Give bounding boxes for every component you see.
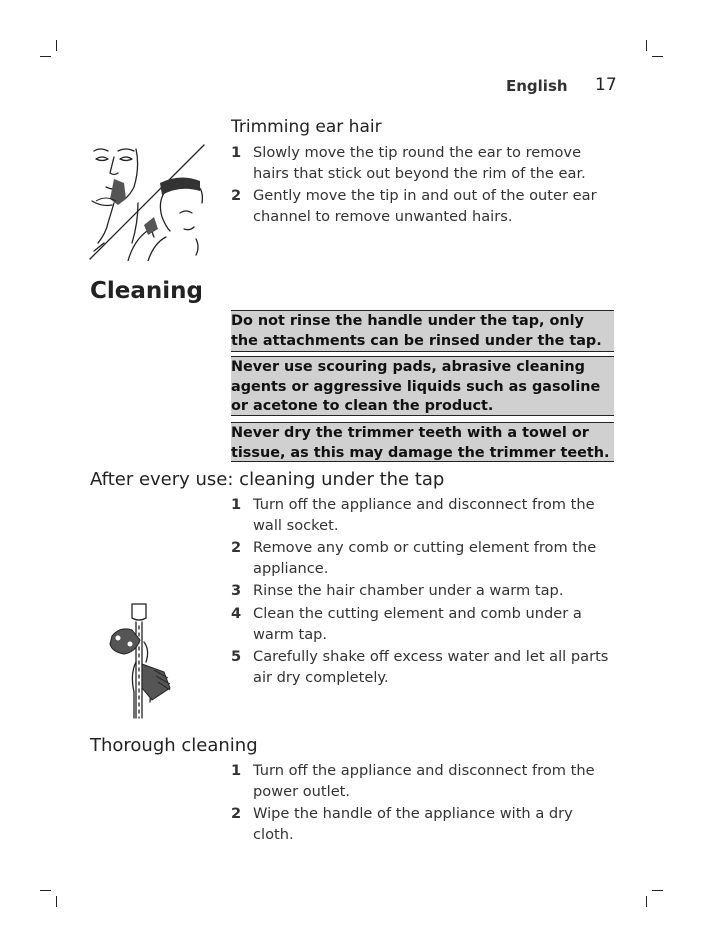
- header-language: English: [506, 77, 568, 95]
- thorough-cleaning-title: Thorough cleaning: [90, 735, 258, 756]
- crop-mark: [646, 896, 647, 907]
- crop-mark: [652, 56, 663, 57]
- thorough-steps-list: [231, 761, 616, 847]
- step-number: 3: [231, 582, 242, 600]
- step-number: 1: [231, 496, 242, 513]
- tap-rinsing-illustration: [106, 602, 176, 720]
- list-item: [231, 495, 616, 536]
- warning-box: Never dry the trimmer teeth with a towel or tissue, as this may damage the trimmer teeth.: [231, 422, 614, 462]
- list-item: [231, 581, 616, 602]
- step-number: 2: [231, 805, 242, 823]
- after-use-steps-list: [231, 495, 616, 690]
- crop-mark: [646, 40, 647, 51]
- warning-box: Do not rinse the handle under the tap, only the attachments can be rinsed under the tap.: [231, 310, 614, 352]
- step-text: Remove any comb or cutting element from the appliance.: [253, 539, 597, 577]
- after-use-title: After every use: cleaning under the tap: [90, 469, 445, 490]
- crop-mark: [40, 56, 51, 57]
- list-item: [231, 761, 616, 802]
- crop-mark: [56, 40, 57, 51]
- crop-mark: [652, 890, 663, 891]
- step-text: Turn off the appliance and disconnect from the power outlet.: [253, 762, 595, 800]
- step-text: Rinse the hair chamber under a warm tap.: [253, 582, 564, 600]
- ear-steps-list: [231, 143, 616, 229]
- list-item: [231, 143, 616, 184]
- list-item: [231, 647, 616, 688]
- crop-mark: [56, 896, 57, 907]
- step-number: 2: [231, 187, 242, 205]
- step-text: Slowly move the tip round the ear to remove hairs that stick out beyond the rim of the ear.: [253, 144, 586, 182]
- ear-section-title: Trimming ear hair: [231, 117, 382, 137]
- warning-box: Never use scouring pads, abrasive cleaning agents or aggressive liquids such as gasoline or acetone to clean the product.: [231, 356, 614, 416]
- crop-mark: [40, 890, 51, 891]
- step-text: Clean the cutting element and comb under a warm tap.: [253, 604, 582, 643]
- list-item: [231, 186, 616, 227]
- step-number: 1: [231, 144, 242, 161]
- step-number: 4: [231, 604, 242, 622]
- step-text: Wipe the handle of the appliance with a dry cloth.: [253, 805, 573, 843]
- list-item: [231, 538, 616, 579]
- cleaning-heading: Cleaning: [90, 278, 203, 304]
- ear-trimming-illustration: [88, 143, 206, 261]
- step-text: Gently move the tip in and out of the outer ear channel to remove unwanted hairs.: [253, 187, 597, 225]
- step-number: 5: [231, 648, 242, 666]
- step-text: Carefully shake off excess water and let all parts air dry completely.: [253, 648, 609, 686]
- page-number: 17: [595, 75, 617, 95]
- list-item: [231, 804, 616, 845]
- step-number: 1: [231, 762, 242, 779]
- step-text: Turn off the appliance and disconnect from the wall socket.: [253, 496, 595, 534]
- step-number: 2: [231, 539, 242, 557]
- list-item: [231, 604, 616, 645]
